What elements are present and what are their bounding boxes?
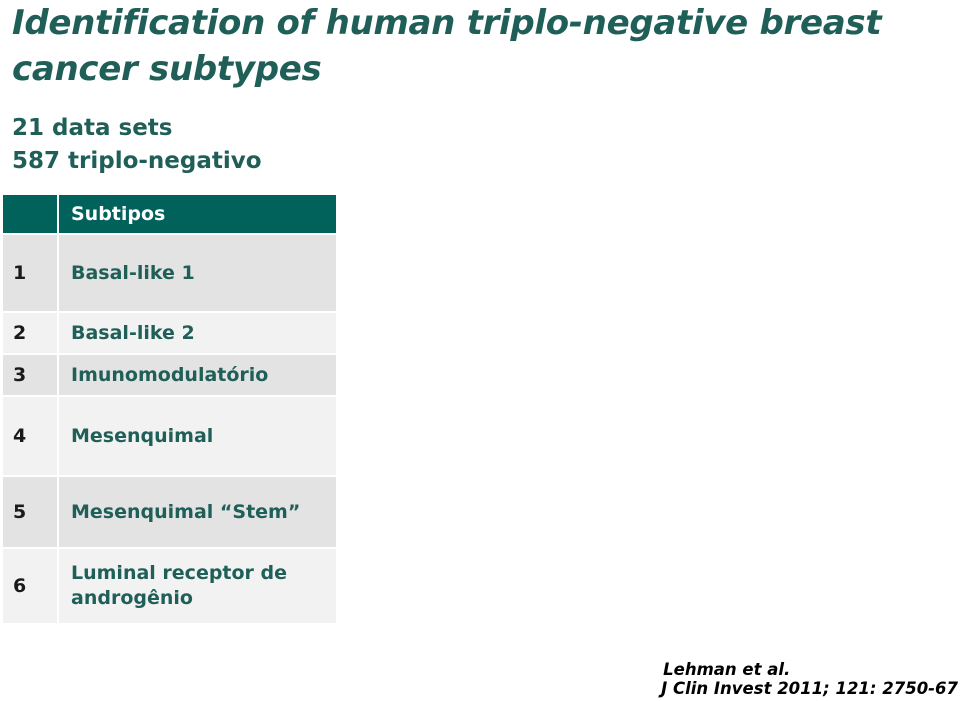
subtype-name: Mesenquimal: [58, 396, 337, 476]
table-row: [2, 396, 337, 476]
table-row: [2, 548, 337, 624]
datasets-count: 21 data sets: [12, 115, 173, 141]
subtype-name: Mesenquimal “Stem”: [58, 476, 337, 548]
subtypes-column-header: Subtipos: [58, 194, 337, 234]
row-number: 2: [2, 312, 58, 354]
slide-title: Identification of human triplo-negative breast cancer subtypes: [12, 3, 882, 89]
row-number: 3: [2, 354, 58, 396]
table-row: [2, 312, 337, 354]
table-row: [2, 476, 337, 548]
citation-author: Lehman et al.: [663, 660, 791, 679]
dataset-summary: [12, 112, 262, 178]
citation-journal: J Clin Invest 2011; 121: 2750-67: [661, 679, 958, 698]
number-column-header: [2, 194, 58, 234]
table-row: [2, 354, 337, 396]
subtype-name: Imunomodulatório: [58, 354, 337, 396]
row-number: 4: [2, 396, 58, 476]
subtypes-table: [1, 193, 338, 625]
row-number: 1: [2, 234, 58, 312]
row-number: 5: [2, 476, 58, 548]
citation: [661, 660, 958, 698]
samples-count: 587 triplo-negativo: [12, 148, 262, 174]
table-header-row: [2, 194, 337, 234]
subtype-name-line-2: androgênio: [71, 587, 193, 609]
table-row: [2, 234, 337, 312]
row-number: 6: [2, 548, 58, 624]
subtype-name: Basal-like 2: [58, 312, 337, 354]
subtype-name: Basal-like 1: [58, 234, 337, 312]
subtype-name-line-1: Luminal receptor de: [71, 562, 288, 584]
subtype-name: [58, 548, 337, 624]
